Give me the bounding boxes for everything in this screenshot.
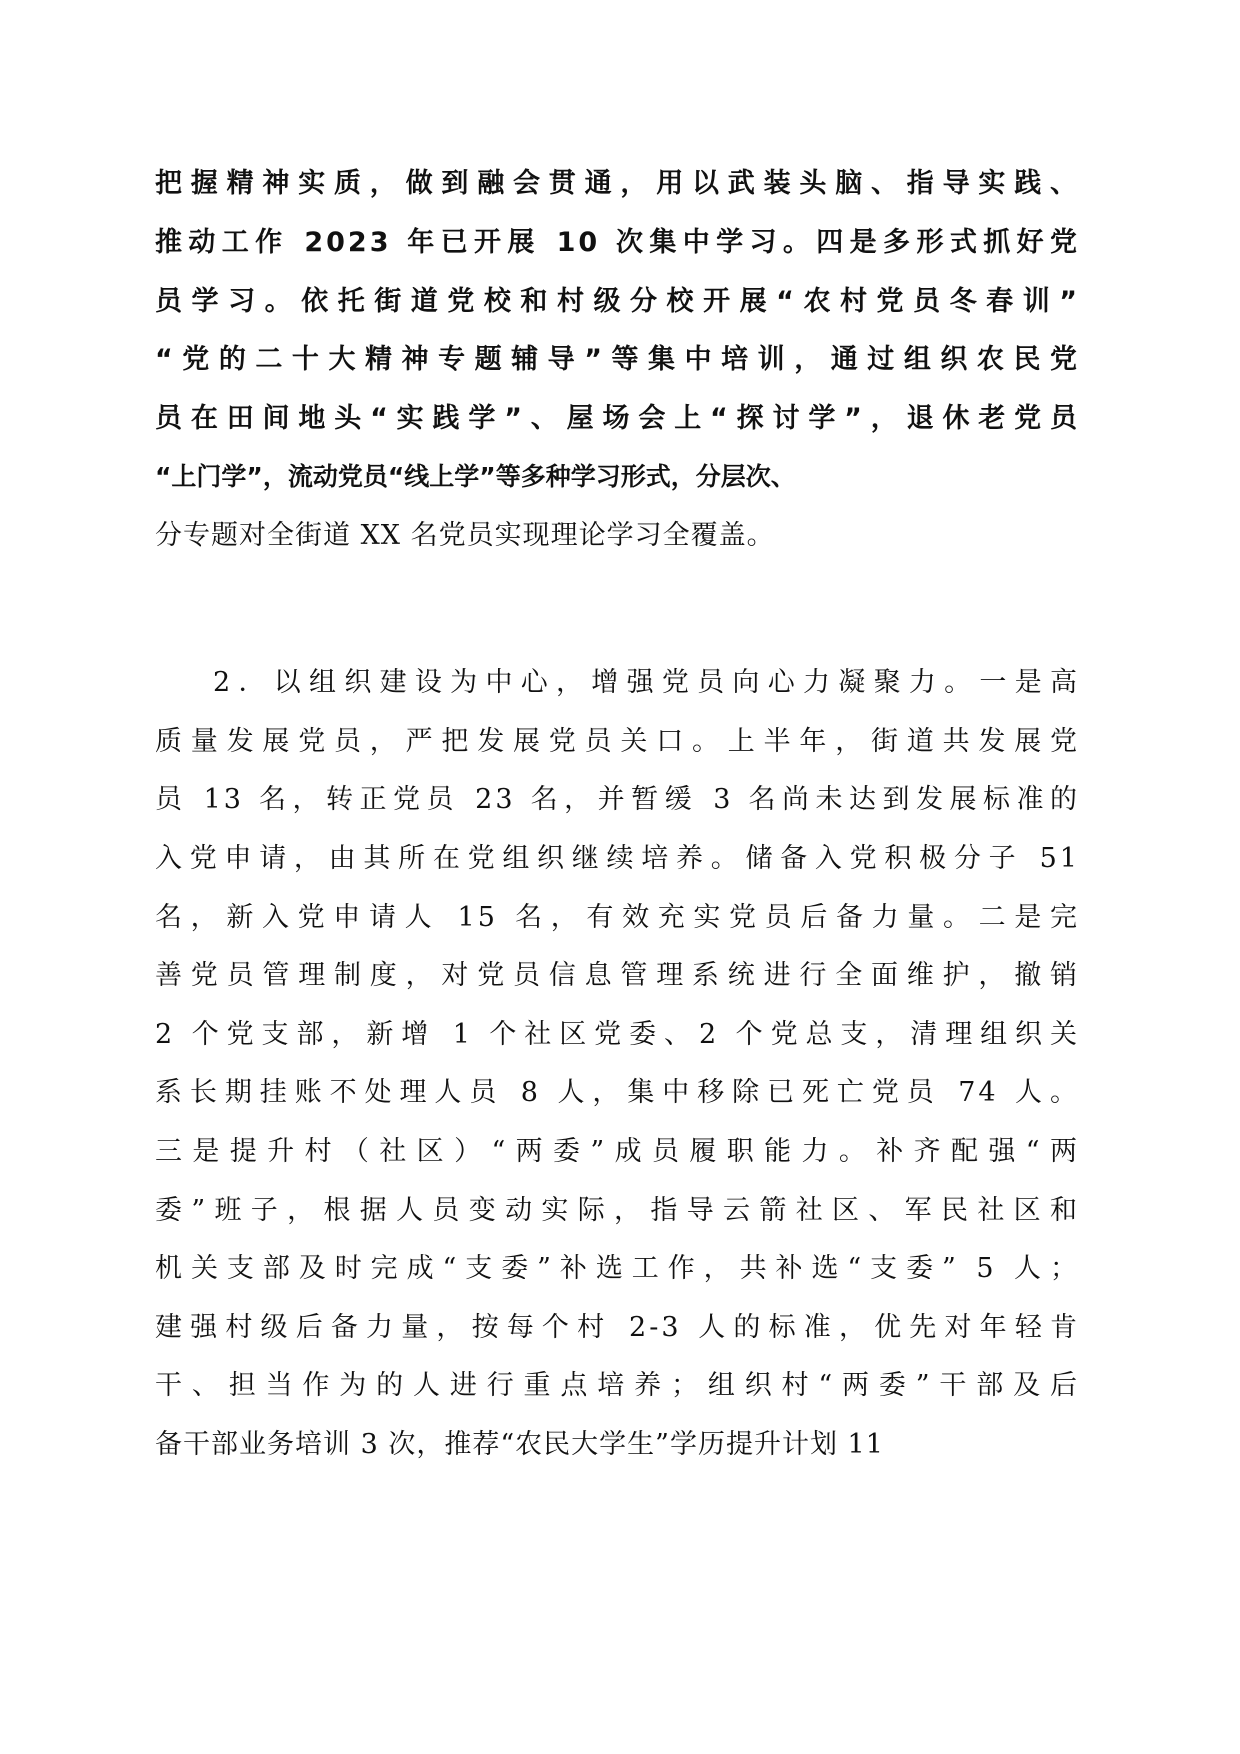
- paragraph-2-line-5: 名，新入党申请人 15 名，有效充实党员后备力量。二是完: [155, 902, 1080, 933]
- paragraph-2-line-2: 质量发展党员，严把发展党员关口。上半年，街道共发展党: [155, 726, 1080, 757]
- paragraph-2-line-6: 善党员管理制度，对党员信息管理系统进行全面维护，撤销: [155, 960, 1080, 991]
- paragraph-2-line-11: 机关支部及时完成“支委”补选工作，共补选“支委” 5 人；: [155, 1253, 1080, 1284]
- paragraph-2-line-12: 建强村级后备力量，按每个村 2-3 人的标准，优先对年轻肯: [155, 1312, 1080, 1343]
- paragraph-2-line-10: 委”班子，根据人员变动实际，指导云箭社区、军民社区和: [155, 1195, 1080, 1226]
- paragraph-2-line-3: 员 13 名，转正党员 23 名，并暂缓 3 名尚未达到发展标准的: [155, 784, 1080, 815]
- paragraph-2-line-7: 2 个党支部，新增 1 个社区党委、2 个党总支，清理组织关: [155, 1019, 1080, 1050]
- paragraph-1-line-5: 员在田间地头“实践学”、屋场会上“探讨学”，退休老党员: [155, 403, 1080, 434]
- paragraph-1-line-6: “上门学”，流动党员“线上学”等多种学习形式，分层次、: [155, 462, 796, 491]
- paragraph-1-line-1: 把握精神实质，做到融会贯通，用以武装头脑、指导实践、: [155, 168, 1080, 199]
- paragraph-2-line-9: 三是提升村（社区）“两委”成员履职能力。补齐配强“两: [155, 1136, 1080, 1167]
- paragraph-1-line-3: 员学习。依托街道党校和村级分校开展“农村党员冬春训”: [155, 286, 1080, 317]
- paragraph-2-line-8: 系长期挂账不处理人员 8 人，集中移除已死亡党员 74 人。: [155, 1077, 1080, 1108]
- paragraph-1-line-4: “党的二十大精神专题辅导”等集中培训，通过组织农民党: [155, 344, 1080, 375]
- paragraph-2-line-1: 2．以组织建设为中心，增强党员向心力凝聚力。一是高: [213, 667, 1080, 698]
- paragraph-2-line-14: 备干部业务培训 3 次，推荐“农民大学生”学历提升计划 11: [155, 1429, 884, 1460]
- paragraph-2-line-13: 干、担当作为的人进行重点培养；组织村“两委”干部及后: [155, 1370, 1080, 1401]
- paragraph-2-line-4: 入党申请，由其所在党组织继续培养。储备入党积极分子 51: [155, 843, 1080, 874]
- paragraph-1-line-7: 分专题对全街道 XX 名党员实现理论学习全覆盖。: [155, 520, 775, 551]
- paragraph-1-line-2: 推动工作 2023 年已开展 10 次集中学习。四是多形式抓好党: [155, 227, 1080, 258]
